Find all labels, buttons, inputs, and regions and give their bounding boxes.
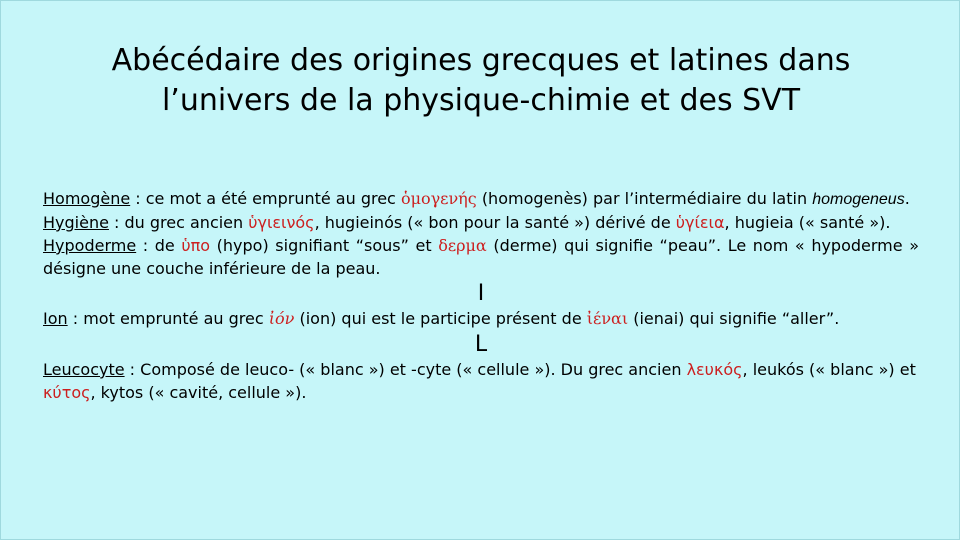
term-ion: Ion (43, 309, 68, 328)
term-hypoderme: Hypoderme (43, 236, 137, 255)
text: : du grec ancien (108, 213, 249, 232)
text: : Composé de leuco- (« blanc ») et -cyte (« cellule »). Du grec ancien (124, 360, 687, 379)
text: , hugieia (« santé »). (724, 213, 891, 232)
title-line-1: Abécédaire des origines grecques et latines dans (111, 43, 851, 78)
text: (ion) qui est le participe présent de (294, 309, 587, 328)
greek-word: ἰέναι (586, 309, 629, 328)
entry-ion (43, 307, 919, 330)
latin-word: homogeneus (812, 191, 905, 208)
entry-hypoderme (43, 234, 919, 280)
entry-hygiene (43, 211, 919, 234)
text: (ienai) qui signifie “aller”. (628, 309, 840, 328)
term-hygiene: Hygiène (43, 213, 109, 232)
text: : ce mot a été emprunté au grec (130, 189, 401, 208)
text: (derme) qui signifie “peau”. Le nom « hypoderme » désigne une couche inférieure de la peau. (43, 236, 919, 278)
text: : mot emprunté au grec (67, 309, 269, 328)
text: , hugieinós (« bon pour la santé ») dérivé de (314, 213, 676, 232)
greek-word: δερμα (438, 236, 487, 255)
text: (homogenès) par l’intermédiaire du latin (481, 189, 813, 208)
entry-leucocyte (43, 358, 919, 404)
text: : de (136, 236, 182, 255)
greek-word: κύτος (43, 383, 91, 402)
entry-homogene (43, 187, 919, 211)
greek-word: ὁμογενής (400, 189, 482, 208)
greek-word: ὑγιεινός (248, 213, 315, 232)
term-homogene: Homogène (43, 189, 131, 208)
greek-word: ὑγίεια (675, 213, 725, 232)
text: , leukós (« blanc ») et (742, 360, 916, 379)
title-line-2: l’univers de la physique-chimie et des SVT (161, 83, 801, 118)
section-letter-l: L (474, 332, 488, 357)
text: (hypo) signifiant “sous” et (210, 236, 439, 255)
greek-word: ἰόν (268, 309, 295, 328)
term-leucocyte: Leucocyte (43, 360, 125, 379)
section-letter-i: I (477, 281, 485, 306)
greek-word: λευκός (686, 360, 743, 379)
text: . (904, 189, 910, 208)
page-title (61, 41, 901, 121)
glossary-content (43, 187, 919, 404)
text: , kytos (« cavité, cellule »). (90, 383, 307, 402)
greek-word: ὑπο (181, 236, 211, 255)
